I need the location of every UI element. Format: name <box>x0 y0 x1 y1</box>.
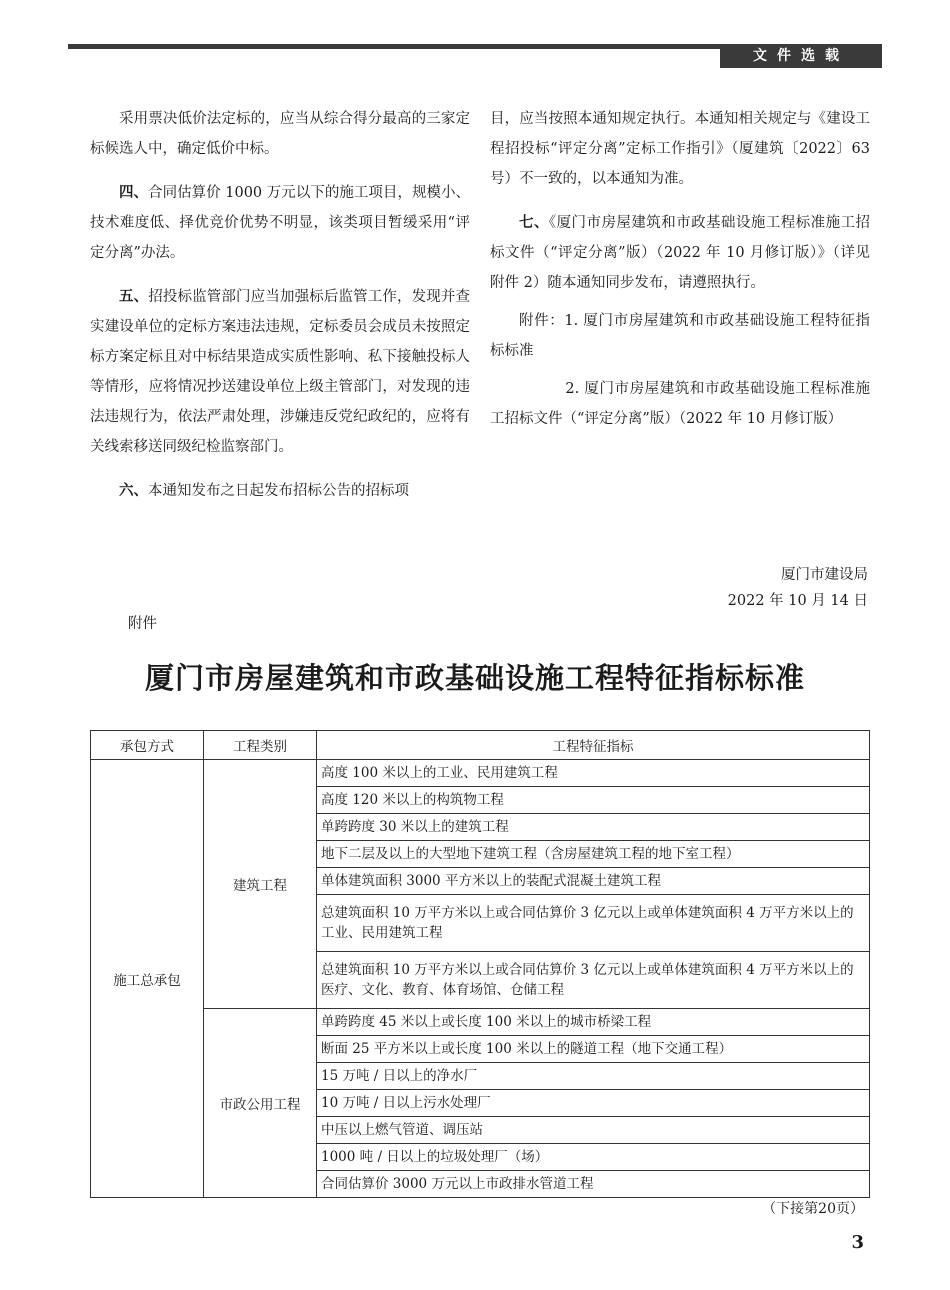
left-column <box>90 104 470 506</box>
indicator-cell: 总建筑面积 10 万平方米以上或合同估算价 3 亿元以上或单体建筑面积 4 万平方米以上的医疗、文化、教育、体育场馆、仓储工程 <box>317 952 870 1009</box>
document-title: 厦门市房屋建筑和市政基础设施工程特征指标标准 <box>144 661 805 695</box>
paragraph: 五、招投标监管部门应当加强标后监管工作，发现并查实建设单位的定标方案违法违规，定标委员会成员未按照定标方案定标且对中标结果造成实质性影响、私下接触投标人等情形，应将情况抄送建设单位上级主管部门，对发现的违法违规行为，依法严肃处理，涉嫌违反党纪政纪的，应将有关线索移送同级纪检监察部门。 <box>90 288 471 455</box>
indicator-cell: 1000 吨 / 日以上的垃圾处理厂（场） <box>317 1144 870 1171</box>
continued-note: （下接第20页） <box>762 1201 864 1217</box>
page-number: 3 <box>851 1232 864 1253</box>
table-header-row <box>91 731 870 760</box>
attachment-label: 附件 <box>128 616 157 632</box>
table-header: 承包方式 <box>91 731 204 760</box>
standards-table <box>90 730 870 1198</box>
table-header: 工程特征指标 <box>317 731 870 760</box>
indicator-cell: 高度 100 米以上的工业、民用建筑工程 <box>317 760 870 787</box>
indicator-cell: 单跨跨度 45 米以上或长度 100 米以上的城市桥梁工程 <box>317 1009 870 1036</box>
category-cell: 市政公用工程 <box>204 1009 317 1198</box>
indicator-cell: 高度 120 米以上的构筑物工程 <box>317 787 870 814</box>
indicator-cell: 单体建筑面积 3000 平方米以上的装配式混凝土建筑工程 <box>317 868 870 895</box>
table-row <box>91 760 870 787</box>
attachment-1: 附件：1. 厦门市房屋建筑和市政基础设施工程特征指标标准 <box>490 313 871 359</box>
paragraph: 四、合同估算价 1000 万元以下的施工项目，规模小、技术难度低、择优竞价优势不明显，该类项目暂缓采用“评定分离”办法。 <box>90 184 471 261</box>
section-tag: 文件选载 <box>720 44 882 68</box>
table-row <box>91 1009 870 1036</box>
paragraph: 六、本通知发布之日起发布招标公告的招标项 <box>119 482 409 499</box>
indicator-cell: 合同估算价 3000 万元以上市政排水管道工程 <box>317 1171 870 1198</box>
indicator-cell: 地下二层及以上的大型地下建筑工程（含房屋建筑工程的地下室工程） <box>317 841 870 868</box>
indicator-cell: 10 万吨 / 日以上污水处理厂 <box>317 1090 870 1117</box>
attachment-2: 2. 厦门市房屋建筑和市政基础设施工程标准施工招标文件（“评定分离”版）（2022 年 10 月修订版） <box>490 381 870 427</box>
indicator-cell: 断面 25 平方米以上或长度 100 米以上的隧道工程（地下交通工程） <box>317 1036 870 1063</box>
right-column <box>490 104 870 434</box>
signature-org: 厦门市建设局 <box>781 567 868 583</box>
signature-date: 2022 年 10 月 14 日 <box>727 593 868 609</box>
indicator-cell: 单跨跨度 30 米以上的建筑工程 <box>317 814 870 841</box>
indicator-cell: 总建筑面积 10 万平方米以上或合同估算价 3 亿元以上或单体建筑面积 4 万平方米以上的工业、民用建筑工程 <box>317 895 870 952</box>
paragraph: 采用票决低价法定标的，应当从综合得分最高的三家定标候选人中，确定低价中标。 <box>90 111 470 157</box>
paragraph: 目，应当按照本通知规定执行。本通知相关规定与《建设工程招投标“评定分离”定标工作指引》（厦建筑〔2022〕63 号）不一致的，以本通知为准。 <box>490 111 870 187</box>
table-header: 工程类别 <box>204 731 317 760</box>
contract-mode-cell: 施工总承包 <box>91 760 204 1198</box>
indicator-cell: 15 万吨 / 日以上的净水厂 <box>317 1063 870 1090</box>
signature <box>728 562 868 614</box>
category-cell: 建筑工程 <box>204 760 317 1009</box>
paragraph: 七、《厦门市房屋建筑和市政基础设施工程标准施工招标文件（“评定分离”版）（2022 年 10 月修订版）》（详见附件 2）随本通知同步发布，请遵照执行。 <box>490 214 871 291</box>
indicator-cell: 中压以上燃气管道、调压站 <box>317 1117 870 1144</box>
